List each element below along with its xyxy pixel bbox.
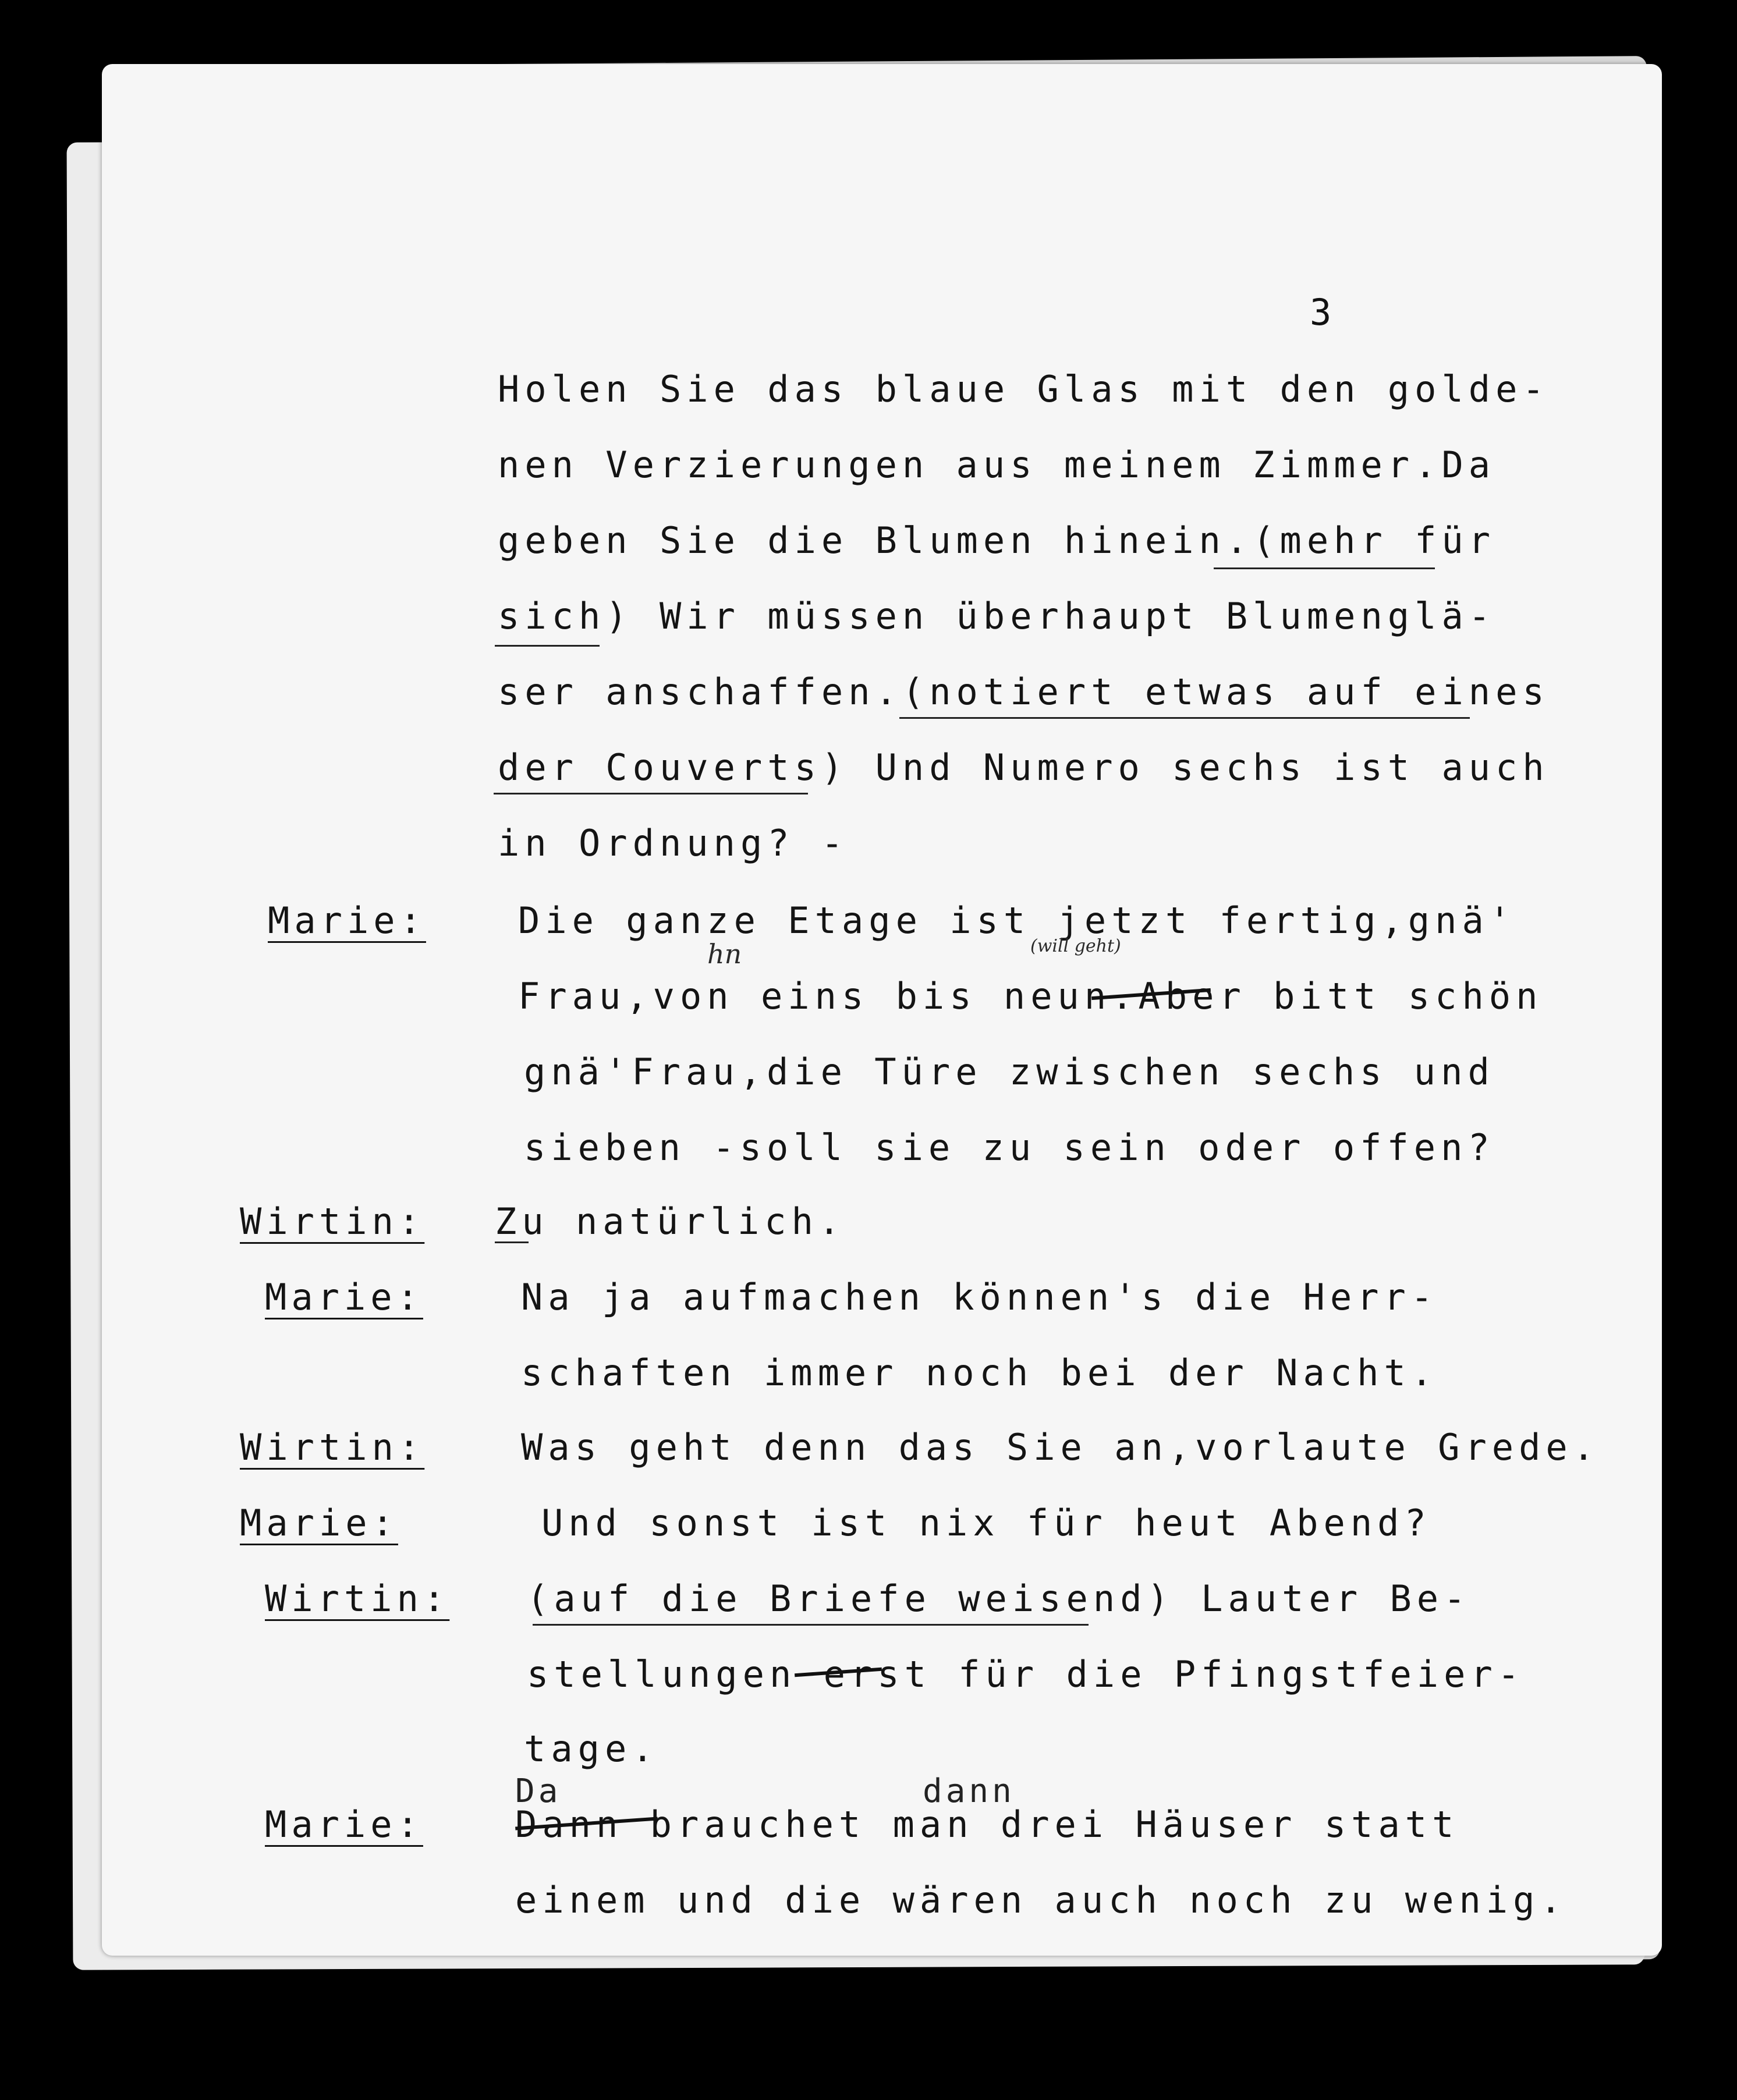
emphasis-underline — [495, 1241, 529, 1243]
speaker-label: Marie: — [268, 899, 426, 942]
dialogue-line: der Couverts) Und Numero sechs ist auch — [498, 746, 1550, 789]
dialogue-line: (auf die Briefe weisend) Lauter Be- — [527, 1577, 1471, 1620]
dialogue-line: Holen Sie das blaue Glas mit den golde- — [498, 368, 1550, 410]
dialogue-line: stellungen erst für die Pfingstfeier- — [527, 1653, 1525, 1695]
typed-correction: dann — [923, 1772, 1015, 1810]
dialogue-line: schaften immer noch bei der Nacht. — [521, 1351, 1438, 1394]
dialogue-line: nen Verzierungen aus meinem Zimmer.Da — [498, 444, 1496, 486]
dialogue-line: sich) Wir müssen überhaupt Blumenglä- — [498, 595, 1496, 637]
dialogue-line: in Ordnung? - — [498, 822, 849, 864]
dialogue-line: sieben -soll sie zu sein oder offen? — [524, 1126, 1495, 1169]
dialogue-line: Zu natürlich. — [495, 1200, 846, 1243]
dialogue-line: Dann brauchet man drei Häuser statt — [515, 1803, 1459, 1846]
handwritten-insert: (will geht) — [1030, 936, 1121, 956]
dialogue-line: Was geht denn das Sie an,vorlaute Grede. — [521, 1426, 1600, 1468]
stage-direction-underline — [494, 793, 808, 794]
speaker-label: Wirtin: — [265, 1577, 450, 1620]
dialogue-line: tage. — [524, 1727, 659, 1770]
typed-correction: Da — [515, 1772, 562, 1810]
dialogue-line: Und sonst ist nix für heut Abend? — [541, 1502, 1431, 1544]
stage-direction-underline — [899, 717, 1470, 719]
speaker-label: Marie: — [265, 1276, 423, 1318]
stage-direction-underline — [1214, 567, 1435, 569]
dialogue-line: Frau,von eins bis neun.Aber bitt schön — [518, 975, 1543, 1017]
dialogue-line: einem und die wären auch noch zu wenig. — [515, 1879, 1567, 1921]
dialogue-line: gnä'Frau,die Türe zwischen sechs und — [524, 1051, 1495, 1093]
speaker-label: Wirtin: — [240, 1200, 425, 1243]
page-number: 3 — [1310, 291, 1332, 334]
speaker-label: Marie: — [265, 1803, 423, 1846]
stage-direction-underline — [533, 1624, 1089, 1626]
speaker-label: Wirtin: — [240, 1426, 425, 1468]
speaker-label: Marie: — [240, 1502, 398, 1544]
handwritten-insert: hn — [707, 938, 742, 970]
dialogue-line: geben Sie die Blumen hinein.(mehr für — [498, 519, 1496, 562]
stage-direction-underline — [495, 645, 600, 647]
dialogue-line: Na ja aufmachen können's die Herr- — [521, 1276, 1438, 1318]
dialogue-line: Die ganze Etage ist jetzt fertig,gnä' — [518, 899, 1516, 942]
dialogue-line: ser anschaffen.(notiert etwas auf eines — [498, 671, 1550, 713]
